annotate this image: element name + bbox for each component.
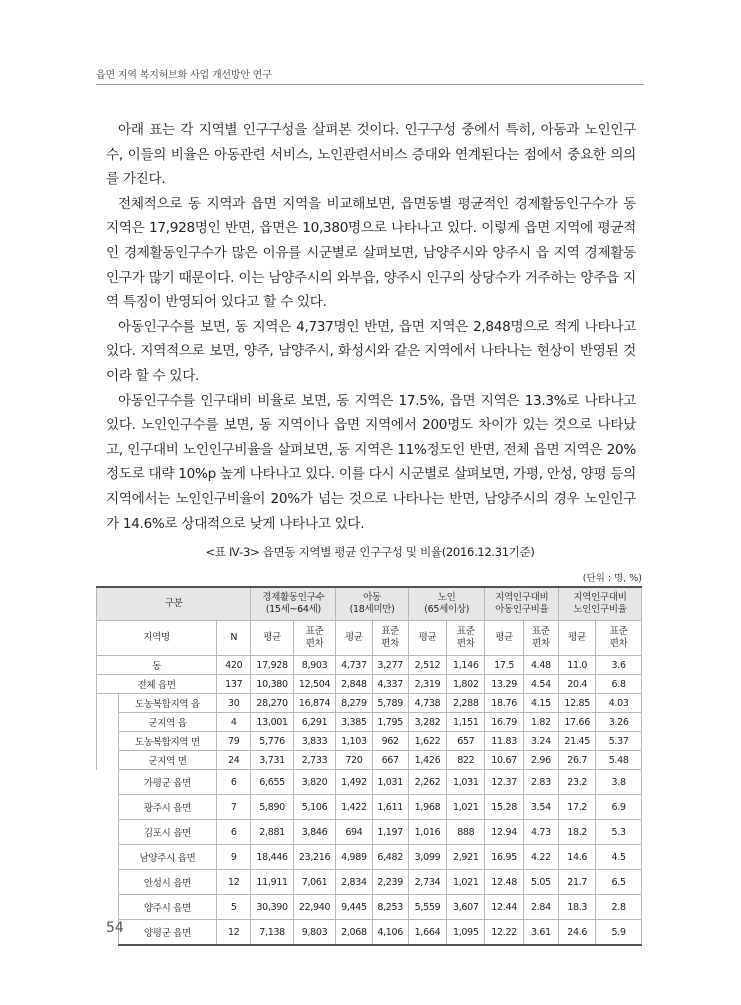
cell-value: 6,291 bbox=[293, 713, 335, 732]
cell-value: 17.66 bbox=[559, 713, 596, 732]
cell-value: 4.03 bbox=[596, 694, 642, 713]
group-header-elderly: 노인 (65세이상) bbox=[408, 587, 485, 621]
cell-value: 3.24 bbox=[523, 732, 558, 751]
cell-value: 17,928 bbox=[251, 656, 293, 675]
cell-value: 3,731 bbox=[251, 751, 293, 770]
cell-value: 2,921 bbox=[447, 845, 485, 870]
cell-value: 24.6 bbox=[559, 920, 596, 946]
cell-value: 5,776 bbox=[251, 732, 293, 751]
mean-header: 평균 bbox=[336, 621, 372, 656]
region-name: 안성시 읍면 bbox=[118, 870, 216, 895]
cell-value: 667 bbox=[372, 751, 408, 770]
cell-value: 13,001 bbox=[251, 713, 293, 732]
cell-value: 10,380 bbox=[251, 675, 293, 694]
cell-value: 1,622 bbox=[408, 732, 446, 751]
table-row bbox=[97, 675, 642, 694]
cell-value: 4.48 bbox=[523, 656, 558, 675]
cell-value: 3.6 bbox=[596, 656, 642, 675]
body-text bbox=[106, 118, 636, 536]
unit-note: (단위 : 명, %) bbox=[582, 573, 642, 584]
cell-value: 5,890 bbox=[251, 795, 293, 820]
cell-value: 6.5 bbox=[596, 870, 642, 895]
cell-value: 23.2 bbox=[559, 770, 596, 795]
cell-value: 17.5 bbox=[485, 656, 523, 675]
cell-value: 5.05 bbox=[523, 870, 558, 895]
cell-value: 4.15 bbox=[523, 694, 558, 713]
n-value: 4 bbox=[217, 713, 251, 732]
cell-value: 1,422 bbox=[336, 795, 372, 820]
table-row bbox=[97, 732, 642, 751]
indent-cell bbox=[97, 795, 119, 820]
cell-value: 1,031 bbox=[372, 770, 408, 795]
sd-header: 표준 편차 bbox=[596, 621, 642, 656]
group-header: 구분 bbox=[97, 587, 251, 621]
cell-value: 5.48 bbox=[596, 751, 642, 770]
table-row bbox=[97, 694, 642, 713]
cell-value: 694 bbox=[336, 820, 372, 845]
population-table bbox=[96, 586, 642, 946]
cell-value: 3,385 bbox=[336, 713, 372, 732]
header-rule bbox=[96, 84, 644, 85]
sd-header: 표준 편차 bbox=[447, 621, 485, 656]
cell-value: 18.2 bbox=[559, 820, 596, 845]
cell-value: 30,390 bbox=[251, 895, 293, 920]
cell-value: 3.61 bbox=[523, 920, 558, 946]
cell-value: 657 bbox=[447, 732, 485, 751]
n-value: 137 bbox=[217, 675, 251, 694]
region-name: 도농복합지역 읍 bbox=[118, 694, 216, 713]
group-header-child-ratio: 지역인구대비 아동인구비율 bbox=[485, 587, 559, 621]
paragraph: 아래 표는 각 지역별 인구구성을 살펴본 것이다. 인구구성 중에서 특히, 아동과 노인인구수, 이들의 비율은 아동관련 서비스, 노인관련서비스 증대와 연계된다는 점에서 중요한 의의를 가진다. bbox=[106, 122, 636, 188]
table-row bbox=[97, 845, 642, 870]
region-name: 전체 읍면 bbox=[97, 675, 217, 694]
cell-value: 5.37 bbox=[596, 732, 642, 751]
n-value: 6 bbox=[217, 770, 251, 795]
page-number: 54 bbox=[106, 920, 124, 936]
cell-value: 4,337 bbox=[372, 675, 408, 694]
region-name: 양평군 읍면 bbox=[118, 920, 216, 946]
cell-value: 1,426 bbox=[408, 751, 446, 770]
cell-value: 7,061 bbox=[293, 870, 335, 895]
table-row bbox=[97, 770, 642, 795]
region-header: 지역명 bbox=[97, 621, 217, 656]
cell-value: 2.8 bbox=[596, 895, 642, 920]
cell-value: 3,099 bbox=[408, 845, 446, 870]
group-header-child: 아동 (18세미만) bbox=[336, 587, 409, 621]
cell-value: 22,940 bbox=[293, 895, 335, 920]
cell-value: 7,138 bbox=[251, 920, 293, 946]
cell-value: 9,803 bbox=[293, 920, 335, 946]
mean-header: 평균 bbox=[251, 621, 293, 656]
region-name: 동 bbox=[97, 656, 217, 675]
cell-value: 3,846 bbox=[293, 820, 335, 845]
cell-value: 4,989 bbox=[336, 845, 372, 870]
cell-value: 11.0 bbox=[559, 656, 596, 675]
cell-value: 3,282 bbox=[408, 713, 446, 732]
cell-value: 9,445 bbox=[336, 895, 372, 920]
cell-value: 2,319 bbox=[408, 675, 446, 694]
cell-value: 3.26 bbox=[596, 713, 642, 732]
cell-value: 4.73 bbox=[523, 820, 558, 845]
cell-value: 6,482 bbox=[372, 845, 408, 870]
n-header: N bbox=[217, 621, 251, 656]
cell-value: 21.7 bbox=[559, 870, 596, 895]
table-caption: <표 Ⅳ-3> 읍면동 지역별 평균 인구구성 및 비율(2016.12.31기준) bbox=[205, 545, 535, 559]
indent-cell bbox=[97, 895, 119, 920]
indent-cell bbox=[97, 713, 119, 732]
cell-value: 8,253 bbox=[372, 895, 408, 920]
cell-value: 14.6 bbox=[559, 845, 596, 870]
cell-value: 3,820 bbox=[293, 770, 335, 795]
cell-value: 2,288 bbox=[447, 694, 485, 713]
cell-value: 3.8 bbox=[596, 770, 642, 795]
cell-value: 1,103 bbox=[336, 732, 372, 751]
n-value: 5 bbox=[217, 895, 251, 920]
cell-value: 15.28 bbox=[485, 795, 523, 820]
cell-value: 1,611 bbox=[372, 795, 408, 820]
region-name: 남양주시 읍면 bbox=[118, 845, 216, 870]
cell-value: 8,903 bbox=[293, 656, 335, 675]
cell-value: 12,504 bbox=[293, 675, 335, 694]
cell-value: 12.85 bbox=[559, 694, 596, 713]
cell-value: 4.54 bbox=[523, 675, 558, 694]
cell-value: 20.4 bbox=[559, 675, 596, 694]
region-name: 광주시 읍면 bbox=[118, 795, 216, 820]
cell-value: 888 bbox=[447, 820, 485, 845]
sd-header: 표준 편차 bbox=[372, 621, 408, 656]
table-row bbox=[97, 820, 642, 845]
cell-value: 5,559 bbox=[408, 895, 446, 920]
cell-value: 2,734 bbox=[408, 870, 446, 895]
cell-value: 1,197 bbox=[372, 820, 408, 845]
mean-header: 평균 bbox=[485, 621, 523, 656]
cell-value: 1,021 bbox=[447, 795, 485, 820]
cell-value: 962 bbox=[372, 732, 408, 751]
cell-value: 16.95 bbox=[485, 845, 523, 870]
cell-value: 4,106 bbox=[372, 920, 408, 946]
indent-cell bbox=[97, 732, 119, 751]
cell-value: 28,270 bbox=[251, 694, 293, 713]
n-value: 420 bbox=[217, 656, 251, 675]
indent-cell bbox=[97, 751, 119, 770]
region-name: 군지역 면 bbox=[118, 751, 216, 770]
cell-value: 12.22 bbox=[485, 920, 523, 946]
cell-value: 4,738 bbox=[408, 694, 446, 713]
table-row bbox=[97, 870, 642, 895]
cell-value: 5,789 bbox=[372, 694, 408, 713]
cell-value: 26.7 bbox=[559, 751, 596, 770]
n-value: 24 bbox=[217, 751, 251, 770]
cell-value: 1,802 bbox=[447, 675, 485, 694]
cell-value: 5,106 bbox=[293, 795, 335, 820]
cell-value: 3,607 bbox=[447, 895, 485, 920]
cell-value: 4.22 bbox=[523, 845, 558, 870]
cell-value: 12.94 bbox=[485, 820, 523, 845]
cell-value: 17.2 bbox=[559, 795, 596, 820]
cell-value: 4,737 bbox=[336, 656, 372, 675]
cell-value: 2,068 bbox=[336, 920, 372, 946]
cell-value: 1.82 bbox=[523, 713, 558, 732]
cell-value: 6.9 bbox=[596, 795, 642, 820]
mean-header: 평균 bbox=[408, 621, 446, 656]
cell-value: 18,446 bbox=[251, 845, 293, 870]
cell-value: 1,021 bbox=[447, 870, 485, 895]
region-name: 가평군 읍면 bbox=[118, 770, 216, 795]
cell-value: 3.54 bbox=[523, 795, 558, 820]
cell-value: 8,279 bbox=[336, 694, 372, 713]
cell-value: 2.96 bbox=[523, 751, 558, 770]
cell-value: 16,874 bbox=[293, 694, 335, 713]
cell-value: 12.44 bbox=[485, 895, 523, 920]
cell-value: 720 bbox=[336, 751, 372, 770]
mean-header: 평균 bbox=[559, 621, 596, 656]
cell-value: 5.3 bbox=[596, 820, 642, 845]
n-value: 12 bbox=[217, 920, 251, 946]
cell-value: 2,512 bbox=[408, 656, 446, 675]
cell-value: 13.29 bbox=[485, 675, 523, 694]
region-name: 도농복합지역 면 bbox=[118, 732, 216, 751]
cell-value: 16.79 bbox=[485, 713, 523, 732]
group-header-elderly-ratio: 지역인구대비 노인인구비율 bbox=[559, 587, 642, 621]
cell-value: 21.45 bbox=[559, 732, 596, 751]
running-header: 읍면 지역 복지허브화 사업 개선방안 연구 bbox=[96, 70, 272, 81]
cell-value: 1,795 bbox=[372, 713, 408, 732]
indent-cell bbox=[97, 870, 119, 895]
cell-value: 18.3 bbox=[559, 895, 596, 920]
cell-value: 6,655 bbox=[251, 770, 293, 795]
cell-value: 2,733 bbox=[293, 751, 335, 770]
table-row bbox=[97, 656, 642, 675]
table-row bbox=[97, 713, 642, 732]
cell-value: 3,277 bbox=[372, 656, 408, 675]
n-value: 30 bbox=[217, 694, 251, 713]
cell-value: 2.84 bbox=[523, 895, 558, 920]
cell-value: 1,016 bbox=[408, 820, 446, 845]
n-value: 6 bbox=[217, 820, 251, 845]
region-name: 군지역 읍 bbox=[118, 713, 216, 732]
n-value: 7 bbox=[217, 795, 251, 820]
cell-value: 1,968 bbox=[408, 795, 446, 820]
cell-value: 2,239 bbox=[372, 870, 408, 895]
region-name: 김포시 읍면 bbox=[118, 820, 216, 845]
cell-value: 1,492 bbox=[336, 770, 372, 795]
cell-value: 10.67 bbox=[485, 751, 523, 770]
sd-header: 표준 편차 bbox=[293, 621, 335, 656]
cell-value: 1,031 bbox=[447, 770, 485, 795]
cell-value: 4.5 bbox=[596, 845, 642, 870]
cell-value: 2,834 bbox=[336, 870, 372, 895]
indent-cell bbox=[97, 770, 119, 795]
cell-value: 12.37 bbox=[485, 770, 523, 795]
indent-cell bbox=[97, 694, 119, 713]
cell-value: 11.83 bbox=[485, 732, 523, 751]
cell-value: 11,911 bbox=[251, 870, 293, 895]
cell-value: 2,881 bbox=[251, 820, 293, 845]
cell-value: 6.8 bbox=[596, 675, 642, 694]
group-header-economic: 경제활동인구수 (15세~64세) bbox=[251, 587, 336, 621]
paragraph: 아동인구수를 보면, 동 지역은 4,737명인 반면, 읍면 지역은 2,848명으로 적게 나타나고 있다. 지역적으로 보면, 양주, 남양주시, 화성시와 같은 지역에서 나타나는 현상이 반영된 것이라 할 수 있다. bbox=[106, 318, 636, 384]
cell-value: 2.83 bbox=[523, 770, 558, 795]
cell-value: 18.76 bbox=[485, 694, 523, 713]
cell-value: 3,833 bbox=[293, 732, 335, 751]
indent-cell bbox=[97, 820, 119, 845]
cell-value: 1,664 bbox=[408, 920, 446, 946]
cell-value: 822 bbox=[447, 751, 485, 770]
cell-value: 5.9 bbox=[596, 920, 642, 946]
paragraph: 전체적으로 동 지역과 읍면 지역을 비교해보면, 읍면동별 평균적인 경제활동인구수가 동 지역은 17,928명인 반면, 읍면은 10,380명으로 나타나고 있다. 이렇게 읍면 지역에 평균적인 경제활동인구수가 많은 이유를 시군별로 살펴보면, 남양주시와 양주시 읍 지역 경제활동인구가 많기 때문이다. 이는 남양주시의 와부읍, 양주시 인구의 상당수가 거주하는 양주읍 지역 특징이 반영되어 있다고 할 수 있다. bbox=[106, 195, 636, 311]
cell-value: 2,848 bbox=[336, 675, 372, 694]
cell-value: 12.48 bbox=[485, 870, 523, 895]
table-row bbox=[97, 895, 642, 920]
cell-value: 2,262 bbox=[408, 770, 446, 795]
n-value: 9 bbox=[217, 845, 251, 870]
table-row bbox=[97, 920, 642, 946]
table-body bbox=[97, 656, 642, 946]
region-name: 양주시 읍면 bbox=[118, 895, 216, 920]
cell-value: 1,146 bbox=[447, 656, 485, 675]
indent-cell bbox=[97, 845, 119, 870]
cell-value: 1,151 bbox=[447, 713, 485, 732]
table-row bbox=[97, 751, 642, 770]
table-row bbox=[97, 795, 642, 820]
cell-value: 23,216 bbox=[293, 845, 335, 870]
paragraph: 아동인구수를 인구대비 비율로 보면, 동 지역은 17.5%, 읍면 지역은 13.3%로 나타나고 있다. 노인인구수를 보면, 동 지역이나 읍면 지역에서 200명도 차이가 있는 것으로 나타났고, 인구대비 노인인구비율을 살펴보면, 동 지역은 11%정도인 반면, 전체 읍면 지역은 20%정도로 대략 10%p 높게 나타나고 있다. 이를 다시 시군별로 살펴보면, 가평, 안성, 양평 등의 지역에서는 노인인구비율이 20%가 넘는 것으로 나타나는 반면, 남양주시의 경우 노인인구가 14.6%로 상대적으로 낮게 나타나고 있다. bbox=[106, 392, 636, 532]
cell-value: 1,095 bbox=[447, 920, 485, 946]
n-value: 12 bbox=[217, 870, 251, 895]
sd-header: 표준 편차 bbox=[523, 621, 558, 656]
n-value: 79 bbox=[217, 732, 251, 751]
